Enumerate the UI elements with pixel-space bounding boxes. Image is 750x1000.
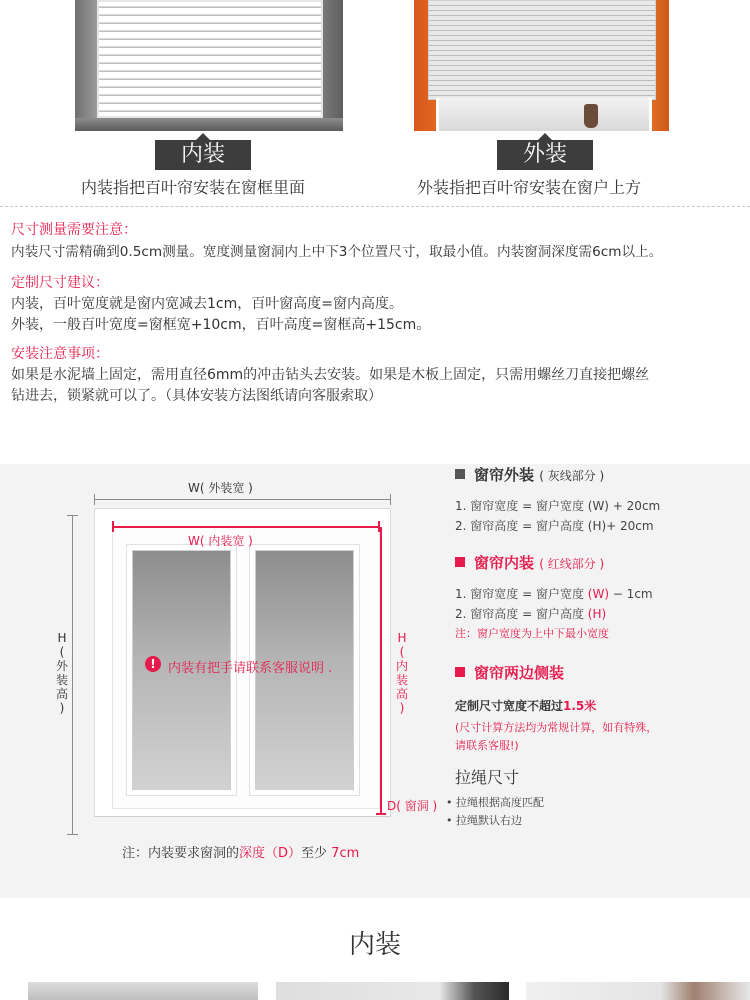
- sides-text-b: 1.5米: [563, 699, 597, 713]
- window-sill: [75, 118, 343, 131]
- thumbnail-image-2: [276, 982, 509, 1000]
- vase-image: [584, 104, 598, 128]
- inner-legend-title: [474, 552, 604, 573]
- red-square-icon: [455, 557, 465, 567]
- measure-title: 尺寸测量需要注意：: [11, 222, 137, 238]
- outer-height-label: [54, 631, 70, 715]
- blinds-image: [428, 0, 656, 100]
- depth-note-value: 7cm: [331, 846, 360, 861]
- inner-width-line: [112, 526, 380, 528]
- inner-legend-title-text: 窗帘内装: [474, 554, 535, 572]
- outer-install-tag: 外装: [497, 140, 593, 170]
- bottom-section-title: 内装: [348, 930, 401, 960]
- outer-legend-sub: ( 灰线部分 ): [539, 469, 605, 483]
- sides-text: [455, 697, 596, 714]
- depth-note: [122, 842, 359, 861]
- install-line-2: 钻进去，锁紧就可以了。（具体安装方法图纸请向客服索取）: [11, 388, 382, 404]
- thumbnail-image-1: [28, 982, 258, 1000]
- sides-text-a: 定制尺寸宽度不超过: [455, 699, 564, 713]
- inner-width-cap-left: [112, 521, 114, 532]
- inner-height-letter: H: [397, 631, 407, 645]
- depth-note-highlight: 深度（D）: [239, 846, 302, 861]
- depth-note-prefix: 注：内装要求窗洞的: [122, 846, 240, 861]
- outer-install-photo: [414, 0, 669, 131]
- inner-height-char: ): [399, 701, 405, 715]
- outer-height-cap-bottom: [67, 834, 78, 835]
- depth-label: D( 窗洞 ): [387, 799, 438, 813]
- outer-height-char: ): [59, 701, 65, 715]
- outer-rule-2: 2. 窗帘高度 = 窗户高度 (H)+ 20cm: [455, 519, 654, 533]
- outer-height-letter: H: [57, 631, 67, 645]
- window-image: [436, 98, 652, 131]
- measure-text: 内装尺寸需精确到0.5cm测量。宽度测量窗洞内上中下3个位置尺寸，取最小值。内装窗洞深度需6cm以上。: [11, 244, 663, 260]
- inner-install-caption: 内装指把百叶帘安装在窗框里面: [81, 178, 306, 197]
- inner-legend-sub: ( 红线部分 ): [539, 557, 605, 571]
- custom-title: 定制尺寸建议：: [11, 275, 109, 291]
- inner-rule-1-b: (W): [587, 587, 609, 601]
- outer-rule-1: 1. 窗帘宽度 = 窗户宽度 (W) + 20cm: [455, 499, 661, 513]
- inner-width-label: W( 内装宽 ): [188, 534, 253, 548]
- inner-note: 注：窗户宽度为上中下最小宽度: [455, 627, 609, 640]
- window-sill-line: [95, 816, 390, 817]
- inner-install-tag: 内装: [155, 140, 251, 170]
- outer-width-cap-left: [94, 494, 95, 505]
- handle-warning: 内装有把手请联系客服说明 .: [168, 661, 333, 676]
- outer-install-caption: 外装指把百叶帘安装在窗户上方: [417, 178, 642, 197]
- outer-width-label: W( 外装宽 ): [188, 481, 253, 495]
- blinds-image: [97, 0, 323, 118]
- custom-line-1: 内装，百叶宽度就是窗内宽减去1cm，百叶窗高度=窗内高度。: [11, 296, 403, 312]
- outer-height-line: [72, 516, 73, 834]
- warning-icon: !: [145, 656, 161, 672]
- gray-square-icon: [455, 469, 465, 479]
- inner-rule-2-b: (H): [587, 607, 607, 621]
- outer-width-line: [95, 499, 390, 500]
- inner-install-photo: [75, 0, 343, 131]
- inner-height-label: [394, 631, 410, 715]
- inner-rule-2: [455, 605, 606, 622]
- outer-legend-title: [474, 464, 604, 485]
- inner-height-char: (: [399, 645, 405, 659]
- depth-note-mid: 至少: [301, 846, 332, 861]
- inner-rule-2-a: 2. 窗帘高度 = 窗户高度: [455, 607, 588, 621]
- inner-height-char: 内: [395, 659, 408, 673]
- cord-item-2: • 拉绳默认右边: [446, 814, 522, 827]
- section-divider: [0, 206, 750, 207]
- inner-height-char: 高: [395, 687, 408, 701]
- outer-width-cap-right: [390, 494, 391, 505]
- inner-rule-1: [455, 585, 653, 602]
- inner-rule-1-c: − 1cm: [609, 587, 653, 601]
- install-line-1: 如果是水泥墙上固定，需用直径6mm的冲击钻头去安装。如果是木板上固定，只需用螺丝刀直接把螺丝: [11, 367, 650, 383]
- inner-height-char: 装: [395, 673, 408, 687]
- inner-height-cap-bottom: [376, 813, 386, 815]
- cord-title: 拉绳尺寸: [455, 768, 520, 787]
- install-title: 安装注意事项：: [11, 346, 109, 362]
- outer-legend-title-text: 窗帘外装: [474, 466, 535, 484]
- sides-note-1: (尺寸计算方法均为常规计算，如有特殊，: [455, 721, 658, 734]
- thumbnail-image-3: [526, 982, 750, 1000]
- custom-line-2: 外装，一般百叶宽度=窗框宽+10cm，百叶高度=窗框高+15cm。: [11, 317, 431, 333]
- cord-item-1: • 拉绳根据高度匹配: [446, 796, 544, 809]
- outer-height-char: (: [59, 645, 65, 659]
- inner-height-line: [380, 527, 382, 814]
- sides-note-2: 请联系客服!): [455, 739, 519, 752]
- sides-title: 窗帘两边侧装: [474, 664, 565, 682]
- red-square-icon: [455, 667, 465, 677]
- outer-height-cap-top: [67, 515, 78, 516]
- outer-height-char: 外: [55, 659, 68, 673]
- outer-height-char: 装: [55, 673, 68, 687]
- inner-rule-1-a: 1. 窗帘宽度 = 窗户宽度: [455, 587, 588, 601]
- outer-height-char: 高: [55, 687, 68, 701]
